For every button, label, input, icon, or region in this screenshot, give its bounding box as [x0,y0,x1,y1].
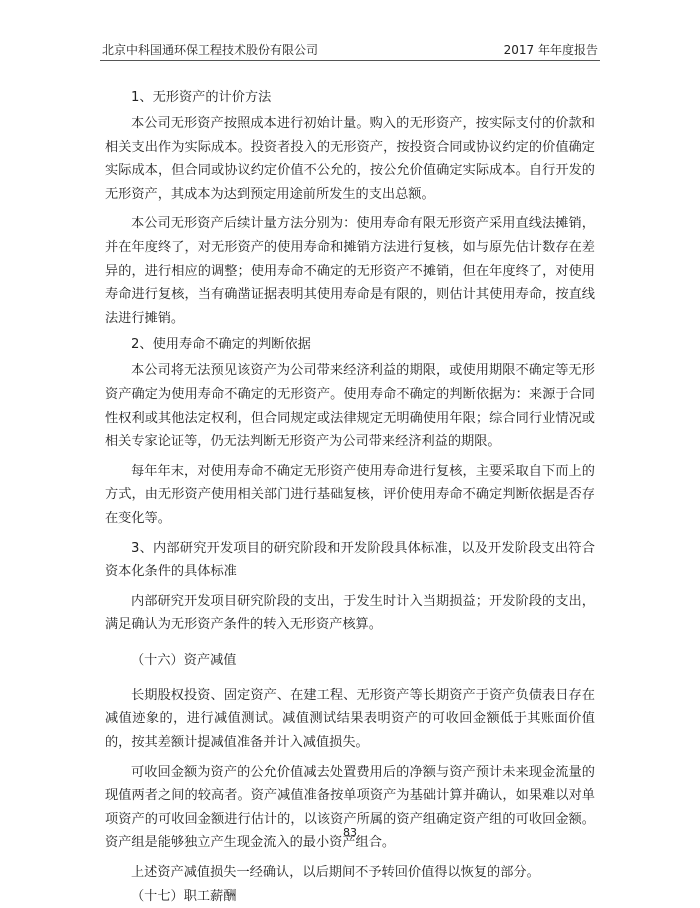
paragraph: 3、内部研究开发项目的研究阶段和开发阶段具体标准，以及开发阶段支出符合资本化条件的具体标准 [105,540,595,580]
paragraph: 上述资产减值损失一经确认，以后期间不予转回价值得以恢复的部分。 [131,865,540,881]
page-body [105,86,595,908]
paragraph: 可收回金额为资产的公允价值减去处置费用后的净额与资产预计未来现金流量的现值两者之间的较高者。资产减值准备按单项资产为基础计算并确认，如果难以对单项资产的可收回金额进行估计的，以该资产所属的资产组确定资产组的可收回金额。资产组是能够独立产生现金流入的最小资产组合。 [105,764,595,851]
paragraph: 长期股权投资、固定资产、在建工程、无形资产等长期资产于资产负债表日存在减值迹象的，进行减值测试。减值测试结果表明资产的可收回金额低于其账面价值的，按其差额计提减值准备并计入减值损失。 [105,687,595,751]
section-heading: 1、无形资产的计价方法 [131,90,272,105]
header-report-title: 2017 年年度报告 [503,43,598,57]
page-header [100,38,600,61]
page-number: 83 [343,826,357,839]
section-heading: 2、使用寿命不确定的判断依据 [131,337,311,353]
paragraph: 每年年末，对使用寿命不确定无形资产使用寿命进行复核，主要采取自下而上的方式，由无形资产使用相关部门进行基础复核，评价使用寿命不确定判断依据是否存在变化等。 [105,463,595,526]
paragraph: 内部研究开发项目研究阶段的支出，于发生时计入当期损益；开发阶段的支出，满足确认为无形资产条件的转入无形资产核算。 [105,593,595,633]
section-heading: （十七）职工薪酬 [131,888,237,904]
header-company-name: 北京中科国通环保工程技术股份有限公司 [102,43,319,57]
section-heading: （十六）资产减值 [131,652,237,668]
paragraph: 本公司无形资产按照成本进行初始计量。购入的无形资产，按实际支付的价款和相关支出作为实际成本。投资者投入的无形资产，按投资合同或协议约定的价值确定实际成本，但合同或协议约定价值不公允的，按公允价值确定实际成本。自行开发的无形资产，其成本为达到预定用途前所发生的支出总额。 [105,116,595,202]
paragraph: 本公司无形资产后续计量方法分别为：使用寿命有限无形资产采用直线法摊销，并在年度终了，对无形资产的使用寿命和摊销方法进行复核，如与原先估计数存在差异的，进行相应的调整；使用寿命不确定的无形资产不摊销，但在年度终了，对使用寿命进行复核，当有确凿证据表明其使用寿命是有限的，则估计其使用寿命，按直线法进行摊销。 [105,216,595,326]
paragraph: 本公司将无法预见该资产为公司带来经济利益的期限，或使用期限不确定等无形资产确定为使用寿命不确定的无形资产。使用寿命不确定的判断依据为：来源于合同性权利或其他法定权利，但合同规定或法律规定无明确使用年限；综合同行业情况或相关专家论证等，仍无法判断无形资产为公司带来经济利益的期限。 [105,363,595,450]
